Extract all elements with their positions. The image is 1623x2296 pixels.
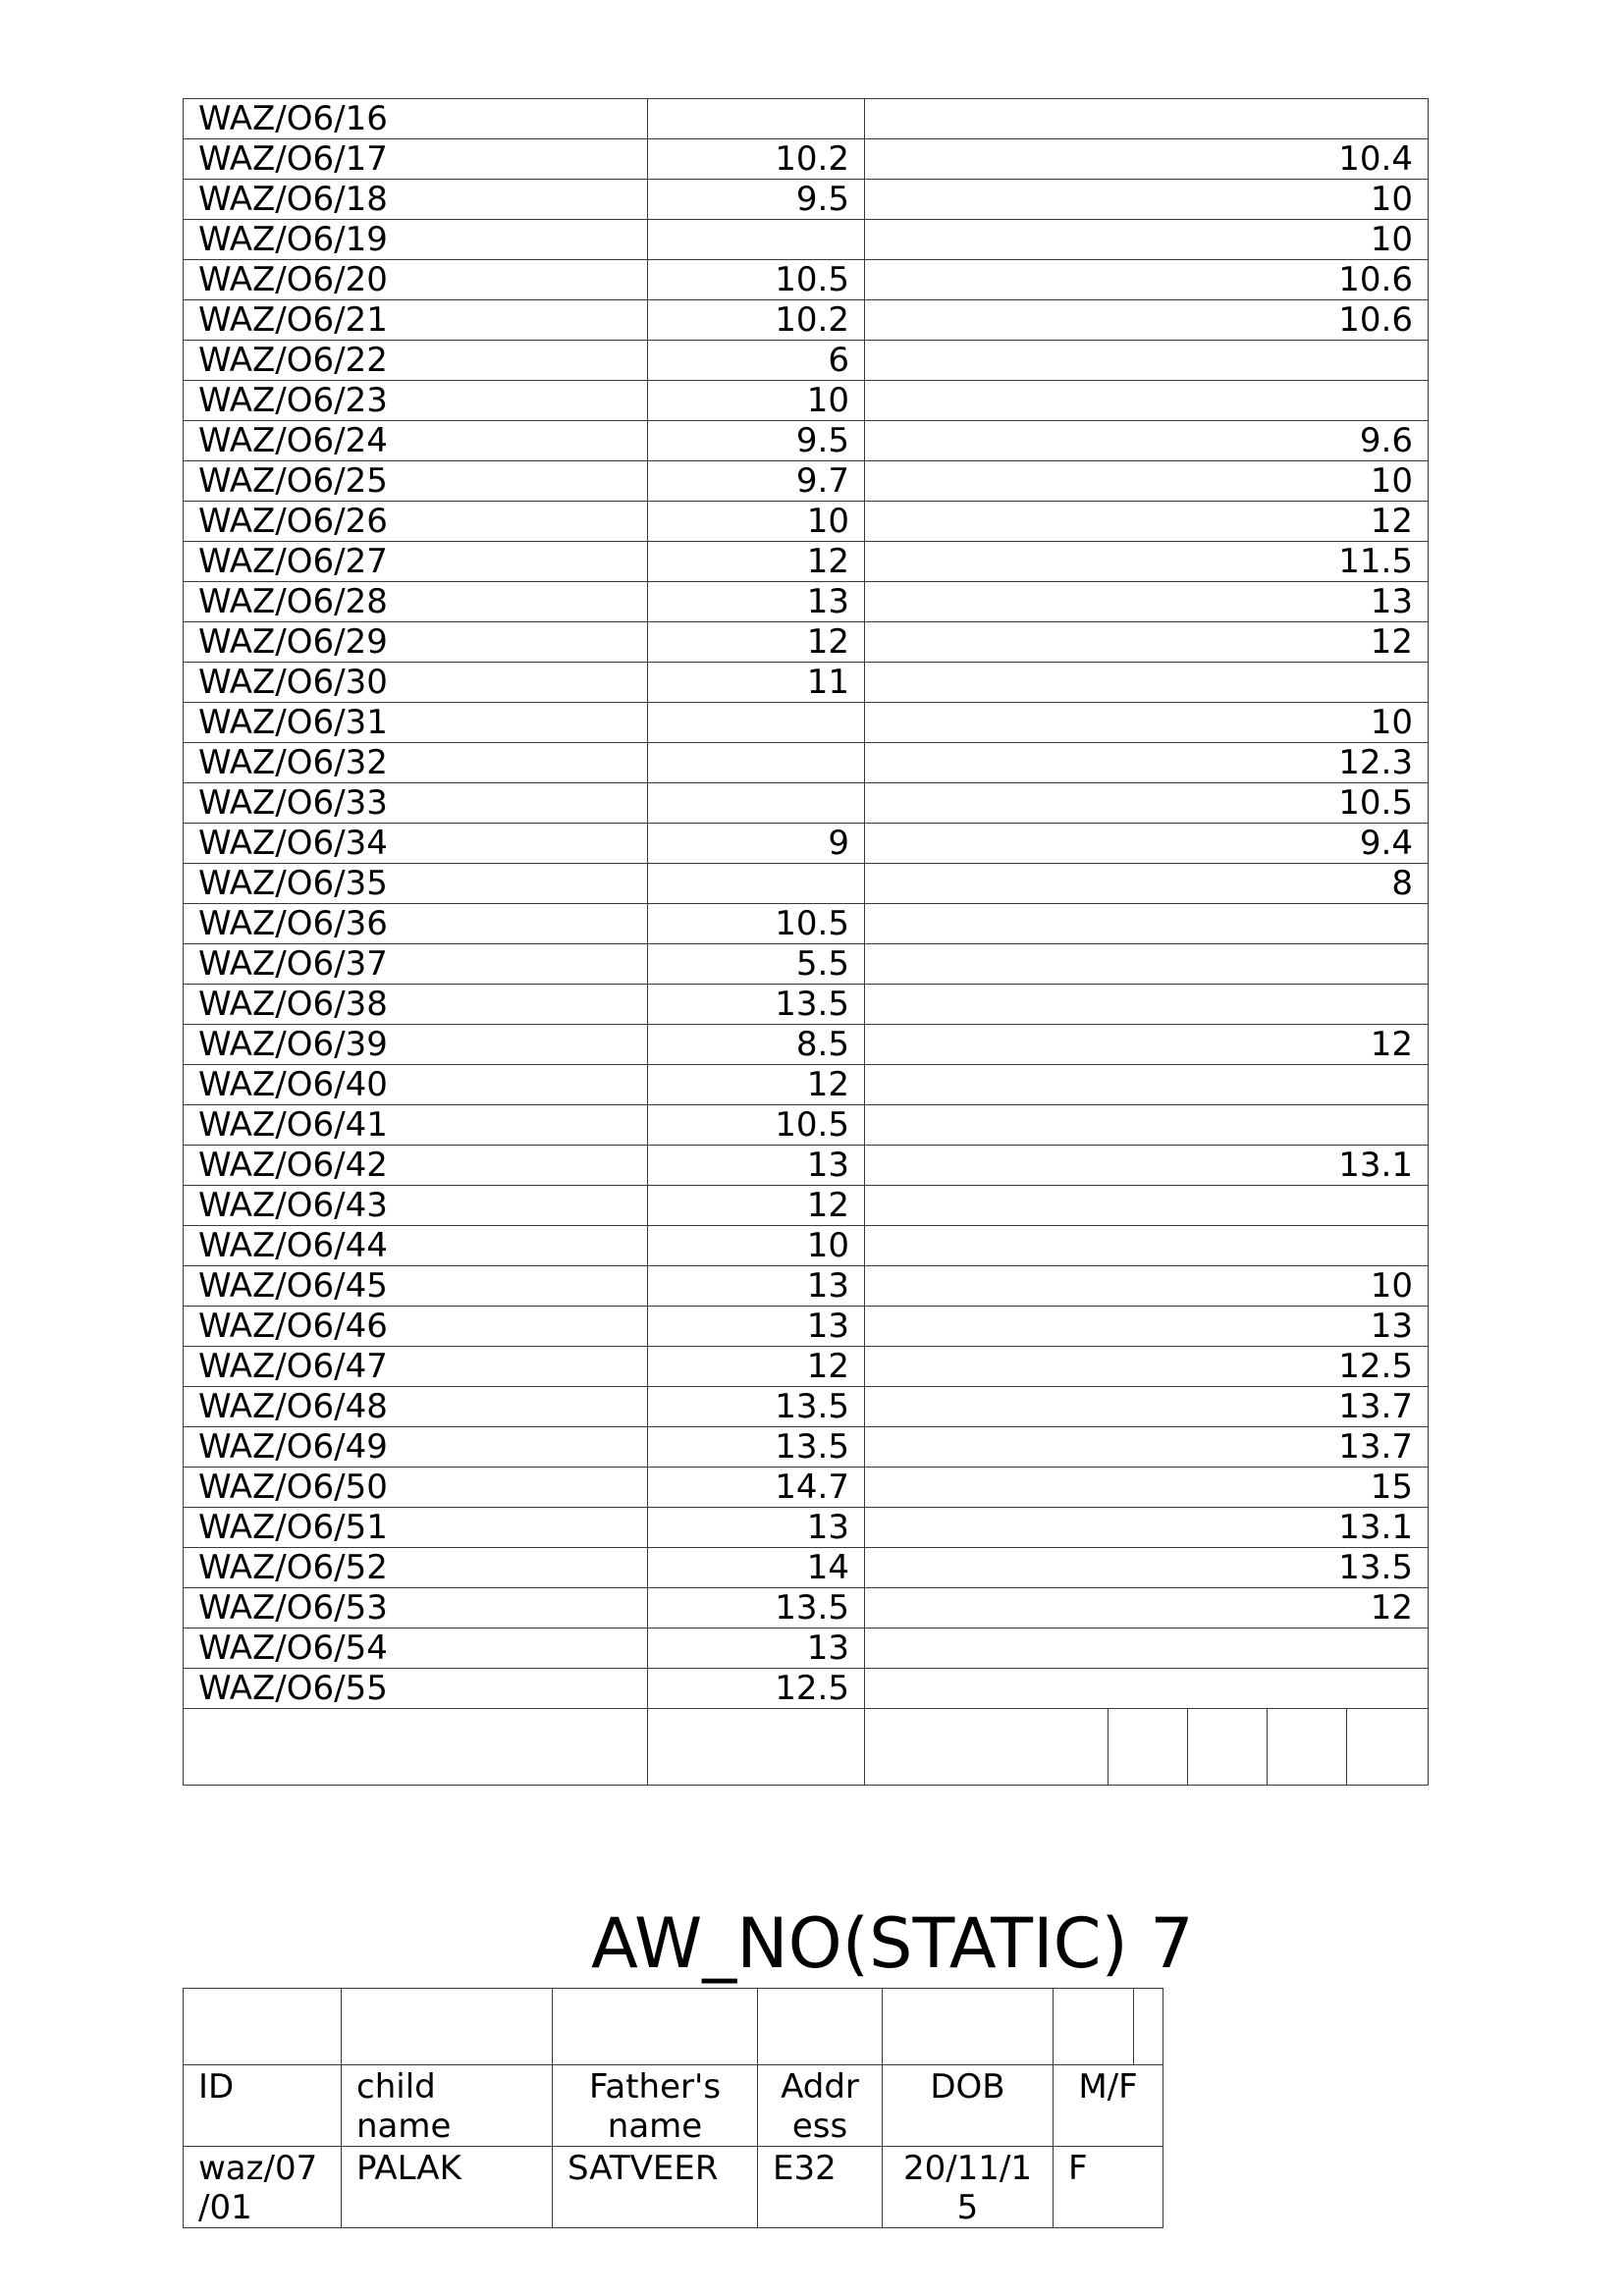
table-row	[184, 743, 1429, 783]
header-mf: M/F	[1054, 2065, 1163, 2147]
row-value-cell: 12	[648, 542, 865, 582]
row-value-cell	[865, 99, 1429, 139]
row-value-cell: 10.5	[865, 783, 1429, 824]
row-id-cell: WAZ/O6/54	[184, 1629, 648, 1669]
table-row	[184, 985, 1429, 1025]
row-id-cell: WAZ/O6/42	[184, 1146, 648, 1186]
row-value-cell	[648, 783, 865, 824]
row-value-cell: 12	[865, 1025, 1429, 1065]
table-row	[184, 622, 1429, 663]
table-row	[184, 824, 1429, 864]
row-value-cell: 12.3	[865, 743, 1429, 783]
child-address: E32	[758, 2147, 883, 2228]
row-id-cell: WAZ/O6/17	[184, 139, 648, 180]
row-value-cell: 13.5	[648, 1387, 865, 1427]
row-value-cell: 10	[648, 502, 865, 542]
row-value-cell: 10.6	[865, 300, 1429, 341]
row-id-cell: WAZ/O6/24	[184, 421, 648, 461]
table-row	[184, 502, 1429, 542]
row-value-cell	[865, 985, 1429, 1025]
row-value-cell	[648, 743, 865, 783]
table-row	[184, 663, 1429, 703]
row-value-cell: 13.5	[648, 1427, 865, 1468]
row-id-cell: WAZ/O6/44	[184, 1226, 648, 1266]
row-value-cell	[648, 864, 865, 904]
row-value-cell: 10.2	[648, 300, 865, 341]
row-value-cell: 13.1	[865, 1146, 1429, 1186]
row-value-cell: 10.5	[648, 260, 865, 300]
row-id-cell: WAZ/O6/26	[184, 502, 648, 542]
row-value-cell: 9	[648, 824, 865, 864]
header-address: Addr ess	[758, 2065, 883, 2147]
weight-records-body	[184, 99, 1429, 1709]
empty-split-cell	[1054, 1989, 1163, 2065]
header-dob: DOB	[883, 2065, 1054, 2147]
table-row	[184, 139, 1429, 180]
table-row	[184, 703, 1429, 743]
table-row	[184, 864, 1429, 904]
table-row	[184, 260, 1429, 300]
row-id-cell: WAZ/O6/20	[184, 260, 648, 300]
row-value-cell: 13.7	[865, 1427, 1429, 1468]
table-row	[184, 582, 1429, 622]
row-id-cell: WAZ/O6/47	[184, 1347, 648, 1387]
child-fathers-name: SATVEER	[553, 2147, 758, 2228]
row-id-cell: WAZ/O6/36	[184, 904, 648, 944]
row-id-cell: WAZ/O6/51	[184, 1508, 648, 1548]
row-value-cell: 14.7	[648, 1468, 865, 1508]
table-row	[184, 1307, 1429, 1347]
row-value-cell	[865, 1669, 1429, 1709]
table-row	[184, 1588, 1429, 1629]
row-id-cell: WAZ/O6/55	[184, 1669, 648, 1709]
child-details-table	[183, 1988, 1163, 2228]
section-title: AW_NO(STATIC) 7	[591, 1903, 1194, 1984]
table-row	[184, 1146, 1429, 1186]
row-value-cell: 10.4	[865, 139, 1429, 180]
row-value-cell: 13	[648, 1266, 865, 1307]
row-id-cell: WAZ/O6/49	[184, 1427, 648, 1468]
row-id-cell: WAZ/O6/34	[184, 824, 648, 864]
table-row	[184, 220, 1429, 260]
row-value-cell: 12	[648, 1186, 865, 1226]
table-row	[184, 1427, 1429, 1468]
table-row	[184, 1347, 1429, 1387]
row-id-cell: WAZ/O6/25	[184, 461, 648, 502]
row-id-cell: WAZ/O6/43	[184, 1186, 648, 1226]
empty-cell	[342, 1989, 553, 2065]
child-id: waz/07 /01	[184, 2147, 342, 2228]
table-row	[184, 1025, 1429, 1065]
blank-cell	[648, 1709, 865, 1786]
row-value-cell	[648, 220, 865, 260]
row-id-cell: WAZ/O6/37	[184, 944, 648, 985]
row-id-cell: WAZ/O6/32	[184, 743, 648, 783]
table-row	[184, 1387, 1429, 1427]
row-value-cell: 12	[648, 622, 865, 663]
row-value-cell: 9.5	[648, 421, 865, 461]
column-header-row	[184, 2065, 1163, 2147]
row-value-cell: 10	[865, 461, 1429, 502]
row-value-cell: 15	[865, 1468, 1429, 1508]
row-value-cell: 10.5	[648, 904, 865, 944]
row-value-cell: 13	[648, 1629, 865, 1669]
table-row	[184, 341, 1429, 381]
row-value-cell	[648, 703, 865, 743]
empty-cell	[883, 1989, 1054, 2065]
row-value-cell	[865, 663, 1429, 703]
row-value-cell: 13.5	[865, 1548, 1429, 1588]
row-id-cell: WAZ/O6/29	[184, 622, 648, 663]
row-value-cell: 9.5	[648, 180, 865, 220]
row-value-cell: 13.7	[865, 1387, 1429, 1427]
row-id-cell: WAZ/O6/23	[184, 381, 648, 421]
row-value-cell	[865, 944, 1429, 985]
table-row	[184, 1548, 1429, 1588]
table-row	[184, 1468, 1429, 1508]
row-value-cell: 12	[865, 502, 1429, 542]
row-id-cell: WAZ/O6/27	[184, 542, 648, 582]
empty-cell	[184, 1989, 342, 2065]
row-value-cell: 13	[865, 1307, 1429, 1347]
table-row	[184, 944, 1429, 985]
row-id-cell: WAZ/O6/16	[184, 99, 648, 139]
table-row	[184, 1186, 1429, 1226]
row-id-cell: WAZ/O6/48	[184, 1387, 648, 1427]
table-row	[184, 180, 1429, 220]
table-row	[184, 1669, 1429, 1709]
row-id-cell: WAZ/O6/28	[184, 582, 648, 622]
empty-cell	[553, 1989, 758, 2065]
header-child-name: child name	[342, 2065, 553, 2147]
row-value-cell: 13	[648, 1307, 865, 1347]
row-value-cell: 13.5	[648, 1588, 865, 1629]
table-row	[184, 300, 1429, 341]
blank-row	[184, 1709, 1429, 1786]
row-value-cell: 13	[648, 1146, 865, 1186]
row-id-cell: WAZ/O6/33	[184, 783, 648, 824]
row-id-cell: WAZ/O6/45	[184, 1266, 648, 1307]
row-value-cell	[865, 381, 1429, 421]
row-id-cell: WAZ/O6/46	[184, 1307, 648, 1347]
row-id-cell: WAZ/O6/35	[184, 864, 648, 904]
row-value-cell: 8.5	[648, 1025, 865, 1065]
row-value-cell: 13	[648, 1508, 865, 1548]
header-fathers-name: Father's name	[553, 2065, 758, 2147]
row-id-cell: WAZ/O6/40	[184, 1065, 648, 1105]
row-value-cell: 9.4	[865, 824, 1429, 864]
table-row	[184, 461, 1429, 502]
row-value-cell: 8	[865, 864, 1429, 904]
header-id: ID	[184, 2065, 342, 2147]
child-name: PALAK	[342, 2147, 553, 2228]
row-id-cell: WAZ/O6/38	[184, 985, 648, 1025]
row-value-cell: 11	[648, 663, 865, 703]
row-id-cell: WAZ/O6/19	[184, 220, 648, 260]
table-row	[184, 1629, 1429, 1669]
table-row	[184, 1065, 1429, 1105]
row-value-cell: 10	[648, 1226, 865, 1266]
row-value-cell: 13.1	[865, 1508, 1429, 1548]
row-id-cell: WAZ/O6/18	[184, 180, 648, 220]
table-row	[184, 381, 1429, 421]
row-value-cell: 10	[865, 220, 1429, 260]
row-value-cell: 12.5	[648, 1669, 865, 1709]
row-value-cell: 10	[865, 1266, 1429, 1307]
row-id-cell: WAZ/O6/41	[184, 1105, 648, 1146]
row-value-cell: 9.6	[865, 421, 1429, 461]
table-row	[184, 1508, 1429, 1548]
child-mf: F	[1054, 2147, 1163, 2228]
row-value-cell	[865, 1186, 1429, 1226]
row-id-cell: WAZ/O6/53	[184, 1588, 648, 1629]
row-value-cell	[865, 1065, 1429, 1105]
row-value-cell: 6	[648, 341, 865, 381]
row-id-cell: WAZ/O6/50	[184, 1468, 648, 1508]
table-row	[184, 904, 1429, 944]
table-row	[184, 1226, 1429, 1266]
empty-cell	[758, 1989, 883, 2065]
row-value-cell: 14	[648, 1548, 865, 1588]
row-id-cell: WAZ/O6/52	[184, 1548, 648, 1588]
row-value-cell: 12	[648, 1347, 865, 1387]
row-value-cell	[865, 1105, 1429, 1146]
row-value-cell: 13.5	[648, 985, 865, 1025]
blank-cell	[184, 1709, 648, 1786]
row-id-cell: WAZ/O6/30	[184, 663, 648, 703]
row-value-cell: 12	[865, 622, 1429, 663]
row-value-cell: 10.6	[865, 260, 1429, 300]
child-dob: 20/11/1 5	[883, 2147, 1054, 2228]
row-value-cell: 10	[865, 180, 1429, 220]
row-id-cell: WAZ/O6/21	[184, 300, 648, 341]
row-value-cell: 10	[865, 703, 1429, 743]
table-row	[184, 99, 1429, 139]
table-row	[184, 421, 1429, 461]
blank-split-cell	[865, 1709, 1429, 1786]
table-row	[184, 1105, 1429, 1146]
row-value-cell: 10	[648, 381, 865, 421]
table-row	[184, 783, 1429, 824]
row-value-cell: 13	[865, 582, 1429, 622]
weight-records-table	[183, 98, 1429, 1786]
table-row	[184, 542, 1429, 582]
row-value-cell	[865, 1226, 1429, 1266]
row-id-cell: WAZ/O6/22	[184, 341, 648, 381]
row-value-cell: 10.5	[648, 1105, 865, 1146]
table-row	[184, 1266, 1429, 1307]
row-value-cell	[865, 904, 1429, 944]
row-value-cell: 13	[648, 582, 865, 622]
empty-header-row	[184, 1989, 1163, 2065]
child-row	[184, 2147, 1163, 2228]
row-value-cell: 11.5	[865, 542, 1429, 582]
row-id-cell: WAZ/O6/31	[184, 703, 648, 743]
row-value-cell: 9.7	[648, 461, 865, 502]
row-value-cell: 12	[865, 1588, 1429, 1629]
row-value-cell	[865, 1629, 1429, 1669]
row-value-cell	[865, 341, 1429, 381]
row-value-cell: 5.5	[648, 944, 865, 985]
row-value-cell: 12.5	[865, 1347, 1429, 1387]
row-id-cell: WAZ/O6/39	[184, 1025, 648, 1065]
row-value-cell: 12	[648, 1065, 865, 1105]
row-value-cell: 10.2	[648, 139, 865, 180]
row-value-cell	[648, 99, 865, 139]
